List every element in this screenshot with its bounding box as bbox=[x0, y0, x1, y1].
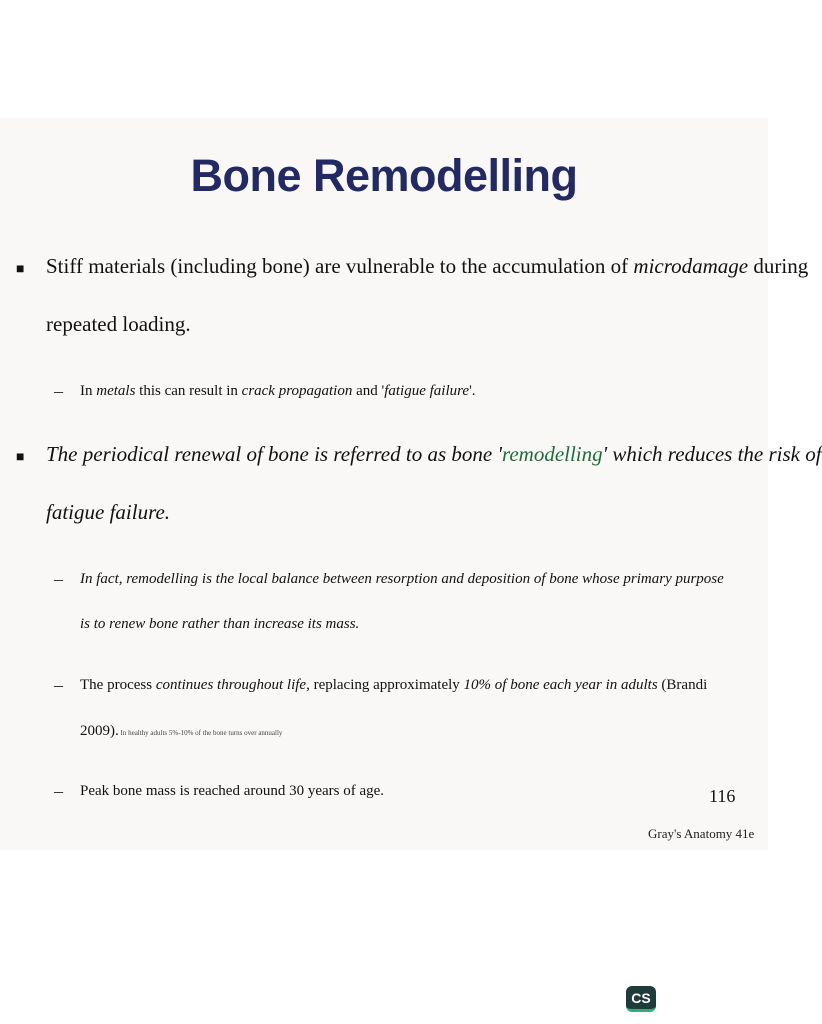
slide bbox=[0, 118, 768, 850]
bullet-2-line-1: The periodical renewal of bone is referred to as bone 'remodelling' which reduces the risk of bbox=[46, 442, 822, 466]
subpoint-1-1: In metals this can result in crack propagation and 'fatigue failure'. bbox=[80, 383, 476, 399]
subpoint-2-2-line-1: The process continues throughout life, replacing approximately 10% of bone each year in adults (Brandi bbox=[80, 677, 708, 693]
tiny-note: In healthy adults 5%-10% of the bone turns over annually bbox=[118, 729, 283, 737]
bullet-marker: ■ bbox=[16, 262, 25, 277]
page-number: 116 bbox=[709, 786, 736, 806]
source-citation: Gray's Anatomy 41e bbox=[648, 826, 755, 841]
bullet-1-line-2: repeated loading. bbox=[46, 312, 191, 336]
dash-marker: – bbox=[54, 781, 63, 801]
subpoint-2-1-line-1: In fact, remodelling is the local balance between resorption and deposition of bone whose primary purpose bbox=[80, 571, 724, 587]
camscanner-logo: CS bbox=[626, 986, 656, 1012]
bullet-marker: ■ bbox=[16, 450, 25, 465]
slide-title: Bone Remodelling bbox=[190, 150, 578, 201]
dash-marker: – bbox=[54, 569, 63, 589]
dash-marker: – bbox=[54, 675, 63, 695]
bullet-2-line-2: fatigue failure. bbox=[46, 500, 171, 524]
bullet-1-line-1: Stiff materials (including bone) are vulnerable to the accumulation of microdamage during bbox=[46, 254, 809, 278]
subpoint-2-1-line-2: is to renew bone rather than increase its mass. bbox=[80, 616, 360, 632]
subpoint-2-2-line-2: 2009). In healthy adults 5%-10% of the bone turns over annually bbox=[80, 723, 283, 739]
dash-marker: – bbox=[54, 381, 63, 401]
subpoint-2-3: Peak bone mass is reached around 30 years of age. bbox=[80, 783, 385, 799]
